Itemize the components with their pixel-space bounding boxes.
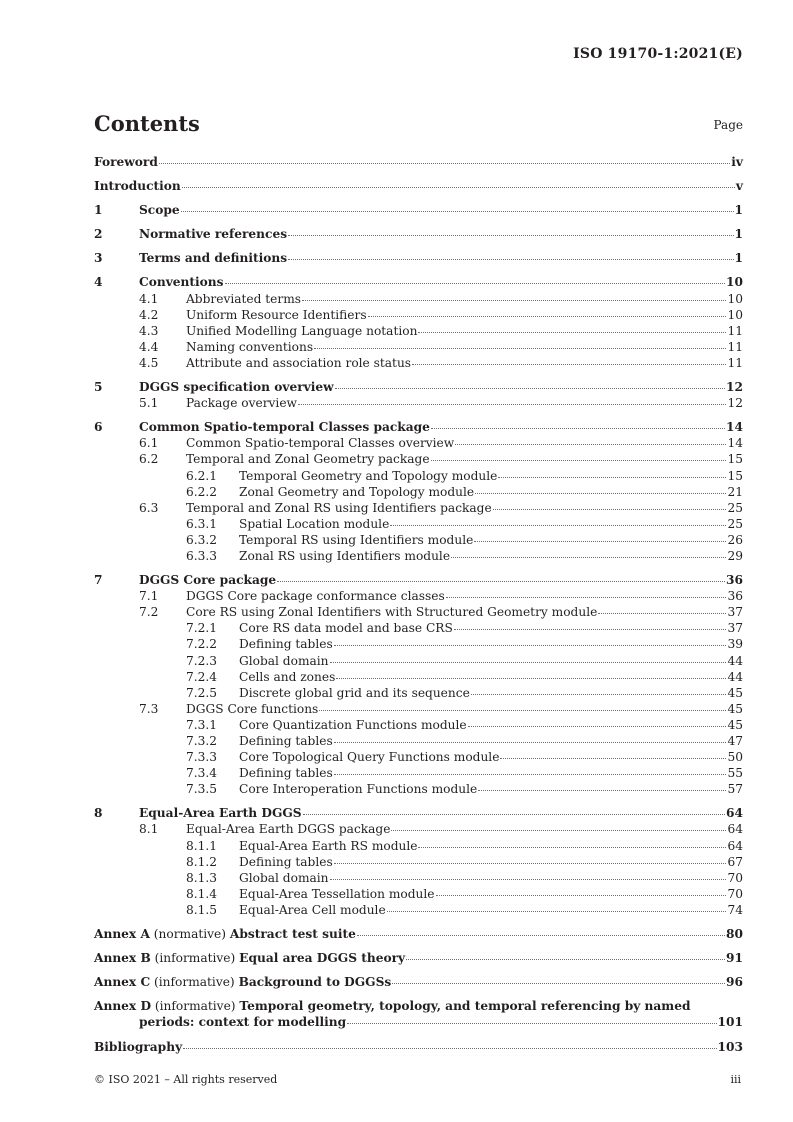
toc-entry[interactable] — [94, 636, 743, 652]
toc-entry[interactable] — [94, 685, 743, 701]
leader-dots — [478, 790, 726, 791]
toc-section-number: 5.1 — [139, 396, 159, 411]
leader-dots — [182, 187, 735, 188]
leader-dots — [454, 629, 727, 630]
toc-section-number: 7.3.5 — [186, 782, 218, 797]
toc-entry-title: Defining tables — [239, 637, 333, 652]
leader-dots — [418, 332, 726, 333]
toc-entry-title: Equal-Area Earth RS module — [239, 838, 418, 853]
toc-entry-title: Package overview — [186, 396, 297, 411]
toc-page-number: 1 — [734, 203, 743, 218]
toc-section-number: 1 — [94, 203, 103, 218]
toc-section-number: 7 — [94, 573, 103, 588]
toc-page-number: 80 — [726, 927, 743, 942]
toc-entry-title: Naming conventions — [186, 339, 314, 354]
leader-dots — [302, 300, 726, 301]
toc-entry[interactable] — [94, 395, 743, 411]
toc-entry[interactable] — [94, 451, 743, 467]
toc-section-number: 7.2.3 — [186, 653, 218, 668]
toc-section-number: 6 — [94, 420, 103, 435]
toc-page-number: 11 — [727, 339, 743, 354]
annex-title: Equal area DGGS theory — [239, 951, 406, 966]
toc-section-number: 6.3.1 — [186, 516, 218, 531]
leader-dots — [475, 493, 726, 494]
toc-entry[interactable] — [94, 765, 743, 781]
toc-entry[interactable] — [94, 838, 743, 854]
toc-entry[interactable] — [94, 548, 743, 564]
toc-entry-title: Global domain — [239, 653, 329, 668]
toc-entry-title: Equal-Area Tessellation module — [239, 886, 435, 901]
toc-entry[interactable] — [94, 749, 743, 765]
toc-page-number: 67 — [727, 854, 743, 869]
toc-entry[interactable] — [94, 379, 743, 395]
toc-entry-title: Temporal Geometry and Topology module — [239, 468, 498, 483]
toc-section-number: 8.1.4 — [186, 886, 218, 901]
toc-page-number: 14 — [727, 436, 743, 451]
leader-dots — [277, 581, 725, 582]
toc-entry[interactable] — [94, 950, 743, 966]
toc-page-number: 10 — [726, 275, 743, 290]
toc-section-number: 8 — [94, 806, 103, 821]
toc-page-number: 10 — [727, 307, 743, 322]
leader-dots — [330, 662, 727, 663]
toc-page-number: 37 — [727, 621, 743, 636]
toc-entry[interactable] — [94, 854, 743, 870]
toc-page-number: 45 — [727, 701, 743, 716]
leader-dots — [288, 235, 733, 236]
page-column-label: Page — [713, 118, 743, 132]
toc-page-number: 37 — [727, 605, 743, 620]
toc-page-number: 101 — [717, 1015, 743, 1030]
leader-dots — [598, 613, 726, 614]
toc-section-number: 8.1 — [139, 822, 159, 837]
toc-entry[interactable] — [94, 669, 743, 685]
toc-entry[interactable] — [94, 250, 743, 266]
toc-entry-title: Common Spatio-temporal Classes overview — [186, 436, 455, 451]
toc-page-number: 36 — [727, 589, 743, 604]
toc-section-number: 6.1 — [139, 436, 159, 451]
toc-entry-title: Zonal RS using Identifiers module — [239, 548, 451, 563]
toc-section-number: 7.2.5 — [186, 685, 218, 700]
toc-entry[interactable] — [94, 291, 743, 307]
toc-section-number: 7.3.3 — [186, 750, 218, 765]
leader-dots — [336, 678, 726, 679]
toc-section-number: 7.3.4 — [186, 766, 218, 781]
toc-entry-title: Conventions — [139, 275, 224, 290]
toc-page-number: 44 — [727, 669, 743, 684]
leader-dots — [500, 758, 726, 759]
toc-page-number: 64 — [727, 838, 743, 853]
toc-section-number: 8.1.1 — [186, 838, 218, 853]
toc-section-number: 2 — [94, 227, 103, 242]
toc-entry-title: Discrete global grid and its sequence — [239, 685, 470, 700]
leader-dots — [418, 847, 726, 848]
toc-entry[interactable] — [94, 1039, 743, 1055]
annex-label: Annex B — [94, 951, 151, 966]
leader-dots — [431, 460, 727, 461]
toc-section-number: 6.3.2 — [186, 532, 218, 547]
leader-dots — [390, 525, 726, 526]
leader-dots — [347, 1023, 716, 1024]
toc-page-number: 96 — [726, 975, 743, 990]
toc-page-number: 12 — [727, 396, 743, 411]
toc-section-number: 4.3 — [139, 323, 159, 338]
leader-dots — [368, 316, 727, 317]
toc-entry-title: Equal-Area Earth DGGS — [139, 806, 302, 821]
leader-dots — [183, 1048, 716, 1049]
toc-page-number: 70 — [727, 886, 743, 901]
toc-entry[interactable] — [94, 588, 743, 604]
toc-entry-title: Core Quantization Functions module — [239, 717, 467, 732]
toc-page-number: 55 — [727, 766, 743, 781]
toc-section-number: 7.2.1 — [186, 621, 218, 636]
leader-dots — [334, 645, 727, 646]
toc-entry-title — [94, 974, 391, 990]
toc-section-number: 8.1.5 — [186, 902, 218, 917]
leader-dots — [471, 694, 727, 695]
toc-page-number: 26 — [727, 532, 743, 547]
toc-entry[interactable] — [94, 653, 743, 669]
toc-entry-title: DGGS Core package conformance classes — [186, 589, 445, 604]
toc-entry-title: Defining tables — [239, 766, 333, 781]
leader-dots — [468, 726, 727, 727]
toc-page-number: 45 — [727, 717, 743, 732]
toc-page-number: 11 — [727, 355, 743, 370]
toc-entry-title: Foreword — [94, 155, 158, 169]
toc-entry[interactable] — [94, 226, 743, 242]
leader-dots — [314, 348, 726, 349]
leader-dots — [446, 597, 727, 598]
toc-entry-title: Normative references — [139, 227, 288, 242]
toc-entry-title: Defining tables — [239, 734, 333, 748]
toc-section-number: 4.1 — [139, 291, 159, 306]
leader-dots — [474, 541, 726, 542]
toc-page-number: 15 — [727, 452, 743, 467]
leader-dots — [288, 259, 733, 260]
toc-section-number: 7.2.2 — [186, 637, 218, 652]
toc-entry[interactable] — [94, 717, 743, 733]
leader-dots — [455, 444, 726, 445]
toc-entry[interactable] — [94, 604, 743, 620]
toc-section-number: 4 — [94, 275, 103, 290]
toc-entry[interactable] — [94, 202, 743, 218]
page-number: iii — [730, 1073, 741, 1086]
toc-entry-title: Introduction — [94, 179, 181, 194]
toc-section-number: 4.2 — [139, 307, 159, 322]
toc-entry-title: Common Spatio-temporal Classes package — [139, 420, 430, 435]
toc-entry-title: Terms and definitions — [139, 251, 288, 266]
annex-title: Background to DGGSs — [238, 975, 392, 990]
annex-label: Annex C — [94, 975, 151, 990]
leader-dots — [357, 935, 725, 936]
toc-entry[interactable] — [94, 468, 743, 484]
toc-entry-title: periods: context for modelling — [139, 1015, 347, 1030]
annex-type: (informative) — [150, 951, 240, 966]
toc-section-number: 7.3.2 — [186, 734, 218, 748]
toc-entry-title: Attribute and association role status — [186, 355, 412, 370]
toc-page-number: 29 — [727, 548, 743, 563]
toc-section-number: 5 — [94, 380, 103, 395]
leader-dots — [334, 863, 727, 864]
annex-label: Annex A — [94, 927, 150, 942]
toc-page-number: v — [735, 179, 743, 194]
toc-entry[interactable] — [94, 178, 743, 194]
toc-entry-title: Scope — [139, 203, 180, 218]
toc-entry-title: Abbreviated terms — [186, 291, 302, 306]
leader-dots — [335, 388, 725, 389]
toc-entry-title: Unified Modelling Language notation — [186, 323, 418, 338]
toc-entry[interactable] — [94, 781, 743, 797]
leader-dots — [334, 774, 727, 775]
toc-section-number: 6.2.2 — [186, 484, 218, 499]
toc-page-number: 21 — [727, 484, 743, 499]
toc-entry[interactable] — [94, 974, 743, 990]
toc-page-number: 15 — [727, 468, 743, 483]
toc-entry-title: Core Interoperation Functions module — [239, 782, 478, 797]
toc-entry-continuation[interactable] — [94, 1014, 743, 1030]
toc-page-number: 74 — [727, 902, 743, 917]
toc-section-number: 4.4 — [139, 339, 159, 354]
toc-entry-title: Core Topological Query Functions module — [239, 750, 500, 765]
toc-entry[interactable] — [94, 998, 743, 1014]
leader-dots — [330, 879, 727, 880]
toc-entry-title: DGGS Core functions — [186, 701, 319, 716]
toc-entry-title: Global domain — [239, 870, 329, 885]
table-of-contents — [94, 154, 743, 1055]
toc-section-number: 6.2.1 — [186, 468, 218, 483]
toc-entry-title: Cells and zones — [239, 669, 336, 684]
annex-type: (normative) — [149, 927, 230, 942]
toc-entry[interactable] — [94, 870, 743, 886]
toc-entry-title — [94, 950, 405, 966]
toc-page-number: 44 — [727, 653, 743, 668]
leader-dots — [319, 710, 726, 711]
document-id: ISO 19170-1:2021(E) — [573, 46, 743, 62]
annex-type: (informative) — [150, 975, 239, 990]
toc-entry[interactable] — [94, 307, 743, 323]
toc-entry[interactable] — [94, 435, 743, 451]
toc-entry-title: Equal-Area Earth DGGS package — [186, 822, 391, 837]
toc-entry[interactable] — [94, 733, 743, 749]
leader-dots — [493, 509, 727, 510]
toc-section-number: 7.3.1 — [186, 717, 218, 732]
leader-dots — [159, 163, 730, 164]
leader-dots — [406, 959, 725, 960]
leader-dots — [334, 742, 727, 743]
toc-section-number: 7.2 — [139, 605, 159, 620]
toc-entry-title: DGGS Core package — [139, 573, 277, 588]
toc-entry[interactable] — [94, 274, 743, 290]
toc-page-number: 1 — [734, 251, 743, 266]
contents-heading: Contents — [94, 111, 200, 136]
toc-entry-title: Spatial Location module — [239, 516, 390, 531]
toc-entry-title: Temporal RS using Identifiers module — [239, 532, 474, 547]
toc-section-number: 4.5 — [139, 355, 159, 370]
leader-dots — [451, 557, 726, 558]
toc-page-number: 12 — [726, 380, 743, 395]
toc-page-number: 39 — [727, 637, 743, 652]
leader-dots — [225, 283, 726, 284]
copyright-notice: © ISO 2021 – All rights reserved — [94, 1073, 278, 1086]
toc-section-number: 8.1.3 — [186, 870, 218, 885]
toc-page-number: 64 — [727, 822, 743, 837]
toc-entry-title: Defining tables — [239, 854, 333, 869]
toc-entry[interactable] — [94, 323, 743, 339]
leader-dots — [298, 404, 727, 405]
leader-dots — [392, 983, 725, 984]
toc-entry-title: Temporal and Zonal RS using Identifiers package — [186, 500, 492, 515]
toc-section-number: 7.2.4 — [186, 669, 218, 684]
toc-section-number: 7.3 — [139, 701, 159, 716]
toc-page-number: 36 — [726, 573, 743, 588]
toc-entry-title: Zonal Geometry and Topology module — [239, 484, 475, 499]
leader-dots — [387, 911, 727, 912]
toc-section-number: 3 — [94, 251, 103, 266]
toc-entry[interactable] — [94, 339, 743, 355]
toc-page-number: 25 — [727, 500, 743, 515]
toc-page-number: 1 — [734, 227, 743, 242]
toc-page-number: iv — [731, 155, 743, 169]
toc-entry-title: Equal-Area Cell module — [239, 902, 386, 917]
toc-entry-title: DGGS specification overview — [139, 380, 334, 395]
toc-page-number: 64 — [726, 806, 743, 821]
annex-title: Temporal geometry, topology, and temporal referencing by named — [239, 999, 691, 1014]
toc-entry-title: Uniform Resource Identifiers — [186, 307, 367, 322]
toc-entry[interactable] — [94, 926, 743, 942]
toc-entry[interactable] — [94, 154, 743, 170]
toc-entry[interactable] — [94, 805, 743, 821]
toc-entry[interactable] — [94, 620, 743, 636]
toc-page-number: 14 — [726, 420, 743, 435]
toc-section-number: 6.2 — [139, 452, 159, 467]
annex-type: (informative) — [151, 999, 240, 1014]
toc-page-number: 70 — [727, 870, 743, 885]
toc-entry-title: Bibliography — [94, 1039, 183, 1054]
toc-entry-title: Core RS using Zonal Identifiers with Structured Geometry module — [186, 605, 598, 620]
toc-page-number: 103 — [717, 1039, 743, 1054]
toc-section-number: 8.1.2 — [186, 854, 218, 869]
toc-page-number: 91 — [726, 951, 743, 966]
toc-entry[interactable] — [94, 902, 743, 918]
toc-entry-title: Core RS data model and base CRS — [239, 621, 453, 636]
toc-entry[interactable] — [94, 500, 743, 516]
leader-dots — [436, 895, 727, 896]
toc-page-number: 47 — [727, 734, 743, 748]
leader-dots — [181, 211, 734, 212]
leader-dots — [431, 428, 725, 429]
toc-page-number: 50 — [727, 750, 743, 765]
leader-dots — [303, 814, 725, 815]
toc-entry[interactable] — [94, 572, 743, 588]
toc-entry[interactable] — [94, 484, 743, 500]
toc-section-number: 7.1 — [139, 589, 159, 604]
annex-label: Annex D — [94, 999, 152, 1014]
leader-dots — [498, 477, 726, 478]
toc-page-number: 11 — [727, 323, 743, 338]
toc-entry[interactable] — [94, 355, 743, 371]
annex-title: Abstract test suite — [229, 927, 356, 942]
toc-page-number: 25 — [727, 516, 743, 531]
toc-page-number: 57 — [727, 782, 743, 797]
toc-page-number: 45 — [727, 685, 743, 700]
leader-dots — [412, 364, 726, 365]
toc-entry[interactable] — [94, 516, 743, 532]
toc-entry-title — [94, 998, 690, 1014]
toc-section-number: 6.3.3 — [186, 548, 218, 563]
toc-entry-title: Temporal and Zonal Geometry package — [186, 452, 430, 467]
toc-entry[interactable] — [94, 886, 743, 902]
toc-page-number: 10 — [727, 291, 743, 306]
leader-dots — [391, 830, 726, 831]
toc-entry-title — [94, 926, 356, 942]
toc-entry[interactable] — [94, 532, 743, 548]
toc-section-number: 6.3 — [139, 500, 159, 515]
toc-entry[interactable] — [94, 821, 743, 837]
toc-entry[interactable] — [94, 419, 743, 435]
toc-entry[interactable] — [94, 701, 743, 717]
